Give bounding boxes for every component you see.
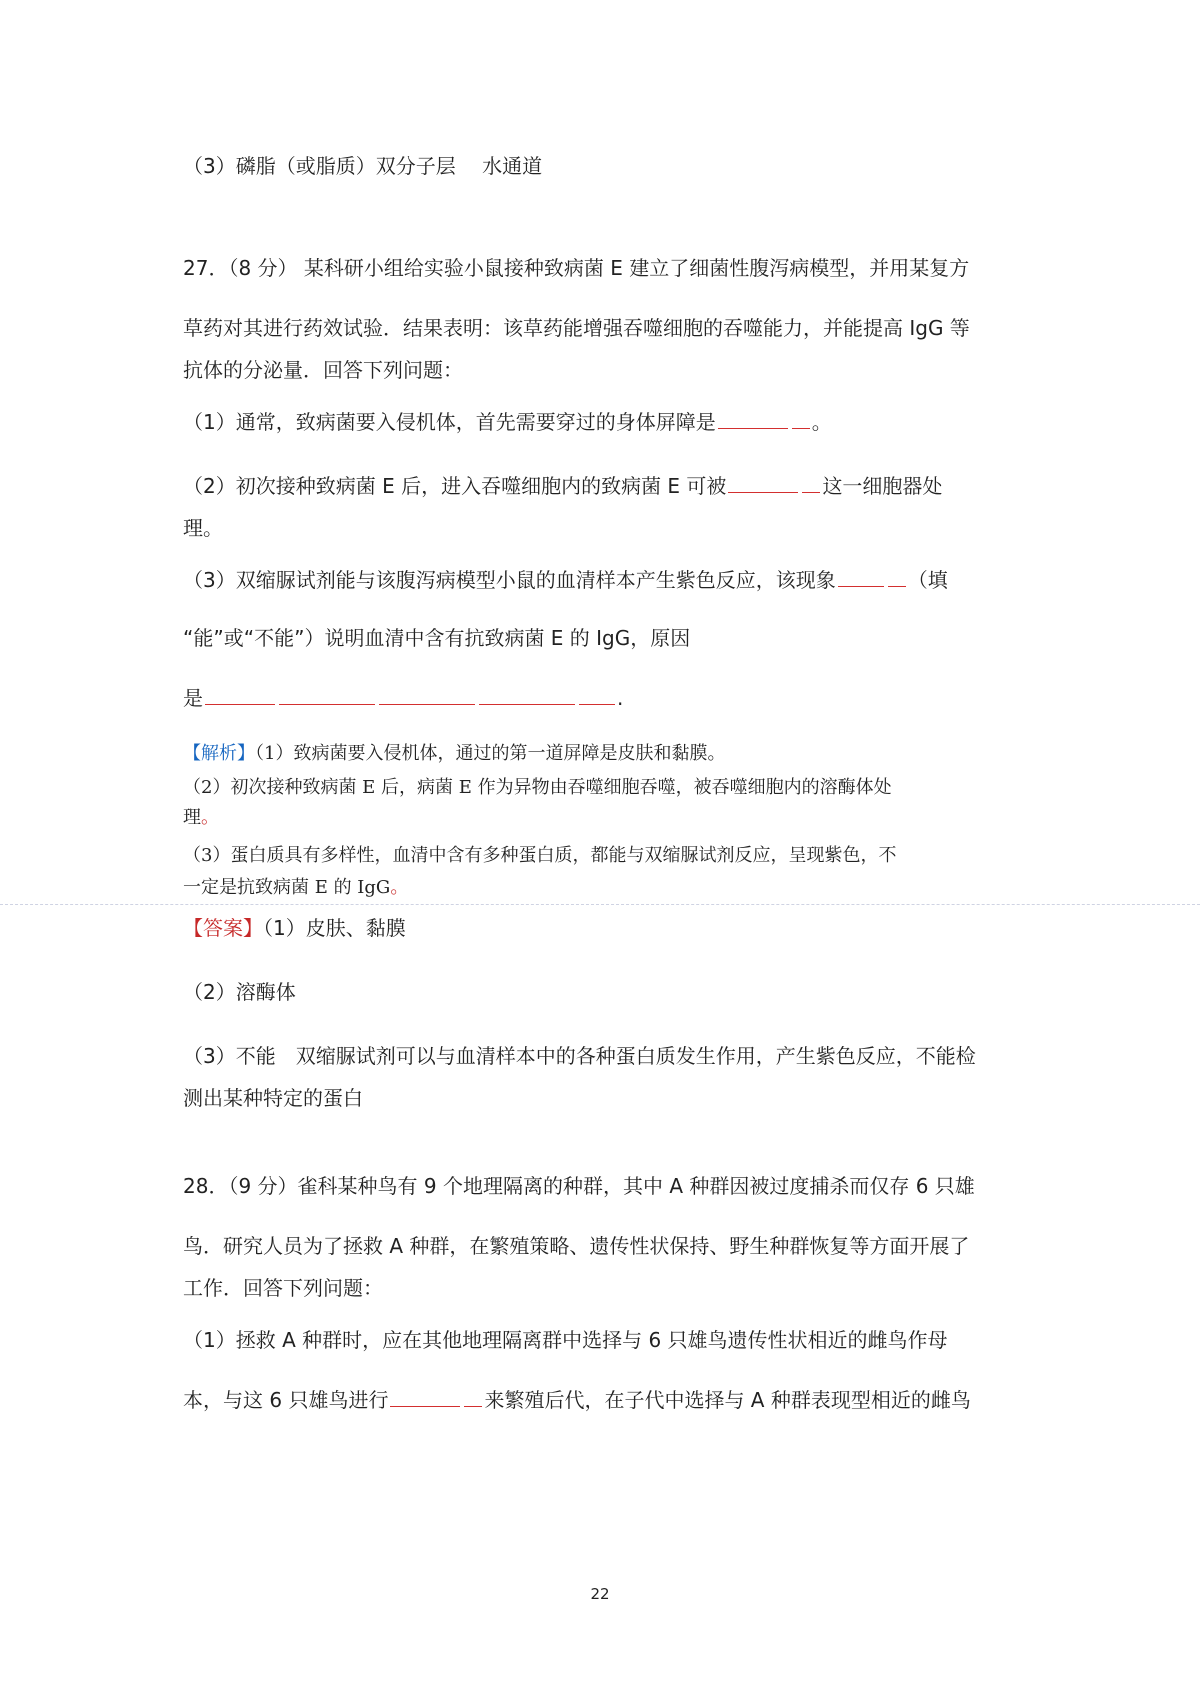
text: 这一细胞器处 [822, 474, 943, 498]
text: （填 [907, 568, 948, 592]
question-27-part-3-reason [183, 684, 623, 712]
page-number: 22 [590, 1585, 610, 1603]
red-punct: 。 [390, 877, 409, 898]
analysis-line-3b [183, 874, 408, 902]
text: （2）初次接种致病菌 E 后，进入吞噬细胞内的致病菌 E 可被 [183, 474, 727, 498]
question-27-line: “能”或“不能”）说明血清中含有抗致病菌 E 的 IgG，原因 [183, 626, 691, 650]
question-27-line: 抗体的分泌量．回答下列问题： [183, 358, 463, 382]
text: 理 [183, 807, 201, 828]
answer-blank[interactable] [802, 472, 820, 493]
question-27-line: 理。 [183, 516, 223, 540]
analysis-line-3: （3）蛋白质具有多样性，血清中含有多种蛋白质，都能与双缩脲试剂反应，呈现紫色，不 [183, 845, 897, 866]
separator [0, 904, 1200, 905]
analysis-line-2b [183, 804, 219, 832]
question-27-part-3 [183, 566, 948, 594]
question-28-part-1: （1）拯救 A 种群时，应在其他地理隔离群中选择与 6 只雄鸟遗传性状相近的雌鸟作母 [183, 1328, 948, 1352]
answer-line-1 [183, 914, 406, 942]
text: （1）致病菌要入侵机体，通过的第一道屏障是皮肤和黏膜。 [255, 743, 726, 764]
question-28-header: 28．（9 分）雀科某种鸟有 9 个地理隔离的种群，其中 A 种群因被过度捕杀而仅存 6 只雄 [183, 1174, 975, 1198]
text: （1）皮肤、黏膜 [263, 916, 406, 940]
analysis-tag: 【解析】 [183, 743, 255, 764]
answer-blank[interactable] [718, 408, 788, 429]
answer-blank[interactable] [205, 684, 275, 705]
text: 一定是抗致病菌 E 的 IgG [183, 877, 391, 898]
analysis-line-1 [183, 740, 725, 768]
answer-line-3: （3）磷脂（或脂质）双分子层 水通道 [183, 154, 543, 178]
answer-blank[interactable] [579, 684, 615, 705]
answer-blank[interactable] [479, 684, 575, 705]
answer-tag: 【答案】 [183, 916, 263, 940]
answer-line-2: （2）溶酶体 [183, 980, 296, 1004]
analysis-line-2: （2）初次接种致病菌 E 后，病菌 E 作为异物由吞噬细胞吞噬，被吞噬细胞内的溶酶体处 [183, 777, 892, 798]
answer-blank[interactable] [390, 1386, 460, 1407]
answer-blank[interactable] [379, 684, 475, 705]
text: 是 [183, 686, 203, 710]
red-punct: 。 [201, 807, 219, 828]
answer-blank[interactable] [279, 684, 375, 705]
answer-blank[interactable] [792, 408, 810, 429]
question-27-header: 27．（8 分） 某科研小组给实验小鼠接种致病菌 E 建立了细菌性腹泻病模型，并用某复方 [183, 256, 970, 280]
question-28-line: 鸟．研究人员为了拯救 A 种群，在繁殖策略、遗传性状保持、野生种群恢复等方面开展了 [183, 1234, 970, 1258]
question-28-line: 工作．回答下列问题： [183, 1276, 383, 1300]
question-27-part-2 [183, 472, 942, 500]
text: . [617, 686, 624, 710]
answer-blank[interactable] [728, 472, 798, 493]
text: 本，与这 6 只雄鸟进行 [183, 1388, 389, 1412]
answer-line-3b: 测出某种特定的蛋白 [183, 1086, 363, 1110]
text: 来繁殖后代，在子代中选择与 A 种群表现型相近的雌鸟 [484, 1388, 971, 1412]
answer-line-3a: （3）不能 双缩脲试剂可以与血清样本中的各种蛋白质发生作用，产生紫色反应，不能检 [183, 1044, 976, 1068]
text: （3）双缩脲试剂能与该腹泻病模型小鼠的血清样本产生紫色反应，该现象 [183, 568, 836, 592]
text: （1）通常，致病菌要入侵机体，首先需要穿过的身体屏障是 [183, 410, 716, 434]
answer-blank[interactable] [888, 566, 906, 587]
text: 。 [811, 410, 832, 434]
answer-blank[interactable] [838, 566, 884, 587]
question-27-line: 草药对其进行药效试验．结果表明：该草药能增强吞噬细胞的吞噬能力，并能提高 IgG 等 [183, 316, 970, 340]
question-28-part-1b [183, 1386, 971, 1414]
question-27-part-1 [183, 408, 832, 436]
answer-blank[interactable] [464, 1386, 482, 1407]
